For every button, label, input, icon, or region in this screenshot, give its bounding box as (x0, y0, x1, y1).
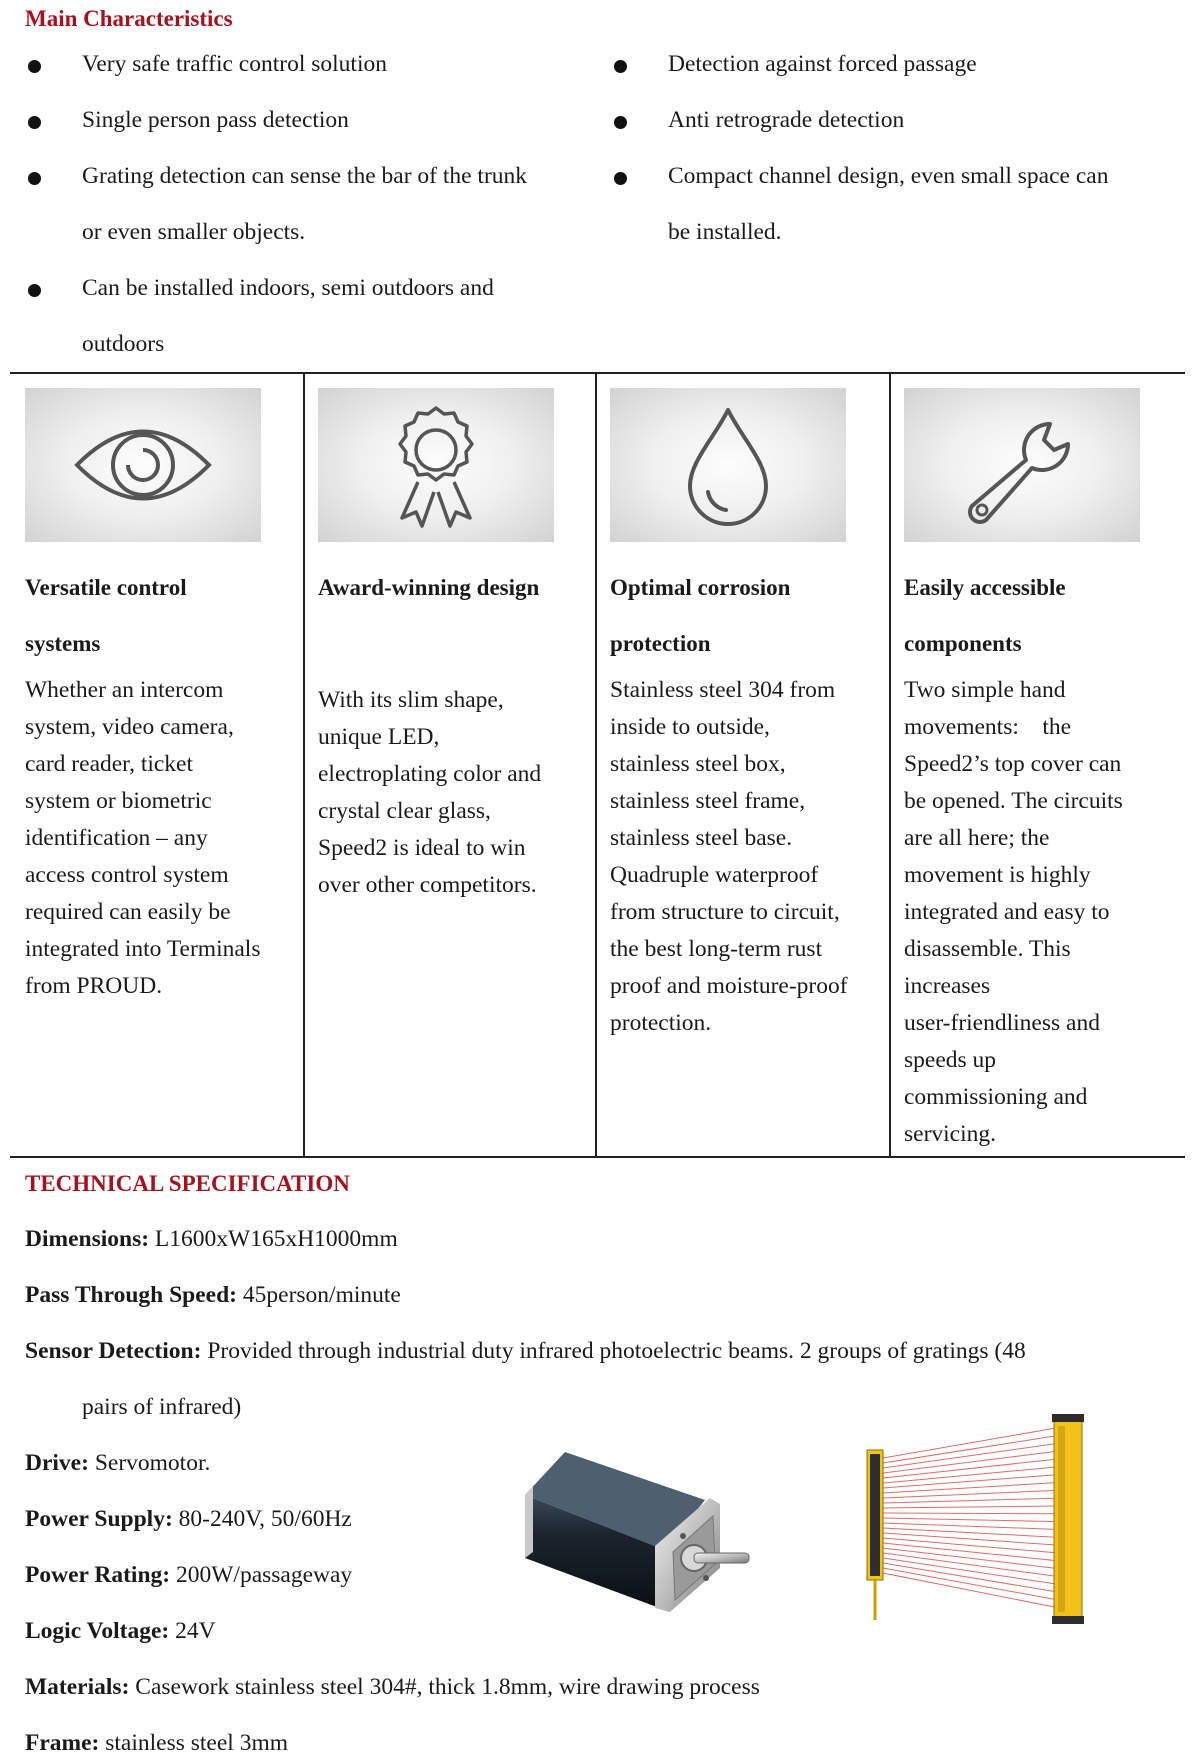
characteristic-item-continuation: be installed. (668, 219, 782, 245)
table-top-rule (10, 372, 1185, 374)
eye-icon (25, 388, 261, 542)
characteristic-item: Detection against forced passage (668, 51, 977, 77)
infrared-beam (883, 1558, 1056, 1584)
bullet-dot (28, 116, 41, 129)
wrench-icon (904, 388, 1140, 542)
infrared-beam (883, 1498, 1056, 1503)
feature-title: Optimal corrosion (610, 575, 791, 600)
feature-title: systems (25, 631, 101, 656)
infrared-beam (883, 1428, 1056, 1458)
spec-materials: Materials: Casework stainless steel 304#, thick 1.8mm, wire drawing process (25, 1674, 760, 1700)
column-divider (303, 372, 305, 1157)
characteristic-item: Can be installed indoors, semi outdoors and (82, 275, 494, 301)
column-divider (889, 372, 891, 1157)
feature-title: Award-winning design (318, 575, 540, 600)
characteristic-item-continuation: outdoors (82, 331, 165, 357)
bullet-dot (614, 172, 627, 185)
technical-specification-heading: TECHNICAL SPECIFICATION (25, 1171, 350, 1196)
feature-title: Versatile control (25, 575, 187, 600)
characteristic-item: Single person pass detection (82, 107, 349, 133)
spec-logic-voltage: Logic Voltage: 24V (25, 1618, 216, 1644)
infrared-light-curtain-image (862, 1408, 1094, 1630)
infrared-beam (883, 1436, 1056, 1463)
feature-description: Two simple hand movements: the Speed2’s top cover can be opened. The circuits are all here; the movement is highly integrated and easy to disassemble. This increases user-friendliness and speeds up commissioning and servicing. (904, 677, 1123, 1147)
column-divider (595, 372, 597, 1157)
award-ribbon-icon (318, 388, 554, 542)
infrared-beam (883, 1528, 1056, 1537)
feature-title: protection (610, 631, 711, 656)
feature-description: Whether an intercom system, video camera, card reader, ticket system or biometric identification – any access control system required can easily be integrated into Terminals from PROUD. (25, 677, 261, 999)
spec-drive: Drive: Servomotor. (25, 1450, 211, 1476)
spec-pass-through-speed: Pass Through Speed: 45person/minute (25, 1282, 401, 1308)
infrared-beam (883, 1533, 1056, 1545)
spec-sensor-detection: Sensor Detection: Provided through industrial duty infrared photoelectric beams. 2 groups of gratings (48 (25, 1338, 1026, 1364)
bullet-dot (28, 284, 41, 297)
characteristic-item: Grating detection can sense the bar of the trunk (82, 163, 528, 189)
infrared-beam (883, 1523, 1056, 1529)
infrared-beam (883, 1513, 1056, 1514)
spec-power-supply: Power Supply: 80-240V, 50/60Hz (25, 1506, 352, 1532)
infrared-beam (883, 1444, 1056, 1468)
bullet-dot (614, 60, 627, 73)
feature-title: Easily accessible (904, 575, 1066, 600)
bullet-dot (28, 172, 41, 185)
infrared-beam (883, 1506, 1056, 1508)
characteristic-item: Very safe traffic control solution (82, 51, 387, 77)
spec-power-rating: Power Rating: 200W/passageway (25, 1562, 353, 1588)
infrared-beam (883, 1518, 1056, 1522)
feature-description: With its slim shape, unique LED, electroplating color and crystal clear glass, Speed2 is ideal to win over other competitors. (318, 687, 542, 898)
feature-description: Stainless steel 304 from inside to outside, stainless steel box, stainless steel frame, stainless steel base. Quadruple waterproof from structure to circuit, the best long-term rust proof and moisture-proof protection. (610, 677, 848, 1036)
bullet-dot (28, 60, 41, 73)
characteristic-item: Compact channel design, even small space can (668, 163, 1109, 189)
infrared-beam (883, 1563, 1056, 1592)
characteristic-item-continuation: or even smaller objects. (82, 219, 306, 245)
characteristic-item: Anti retrograde detection (668, 107, 905, 133)
infrared-beam (883, 1475, 1056, 1488)
servomotor-image (505, 1440, 770, 1615)
main-characteristics-heading: Main Characteristics (25, 6, 233, 31)
feature-title: components (904, 631, 1022, 656)
water-drop-icon (610, 388, 846, 542)
bullet-dot (614, 116, 627, 129)
spec-sensor-detection-continuation: pairs of infrared) (82, 1394, 242, 1420)
table-bottom-rule (10, 1156, 1185, 1158)
spec-dimensions: Dimensions: L1600xW165xH1000mm (25, 1226, 398, 1252)
infrared-beam (883, 1573, 1056, 1607)
spec-frame: Frame: stainless steel 3mm (25, 1730, 289, 1756)
